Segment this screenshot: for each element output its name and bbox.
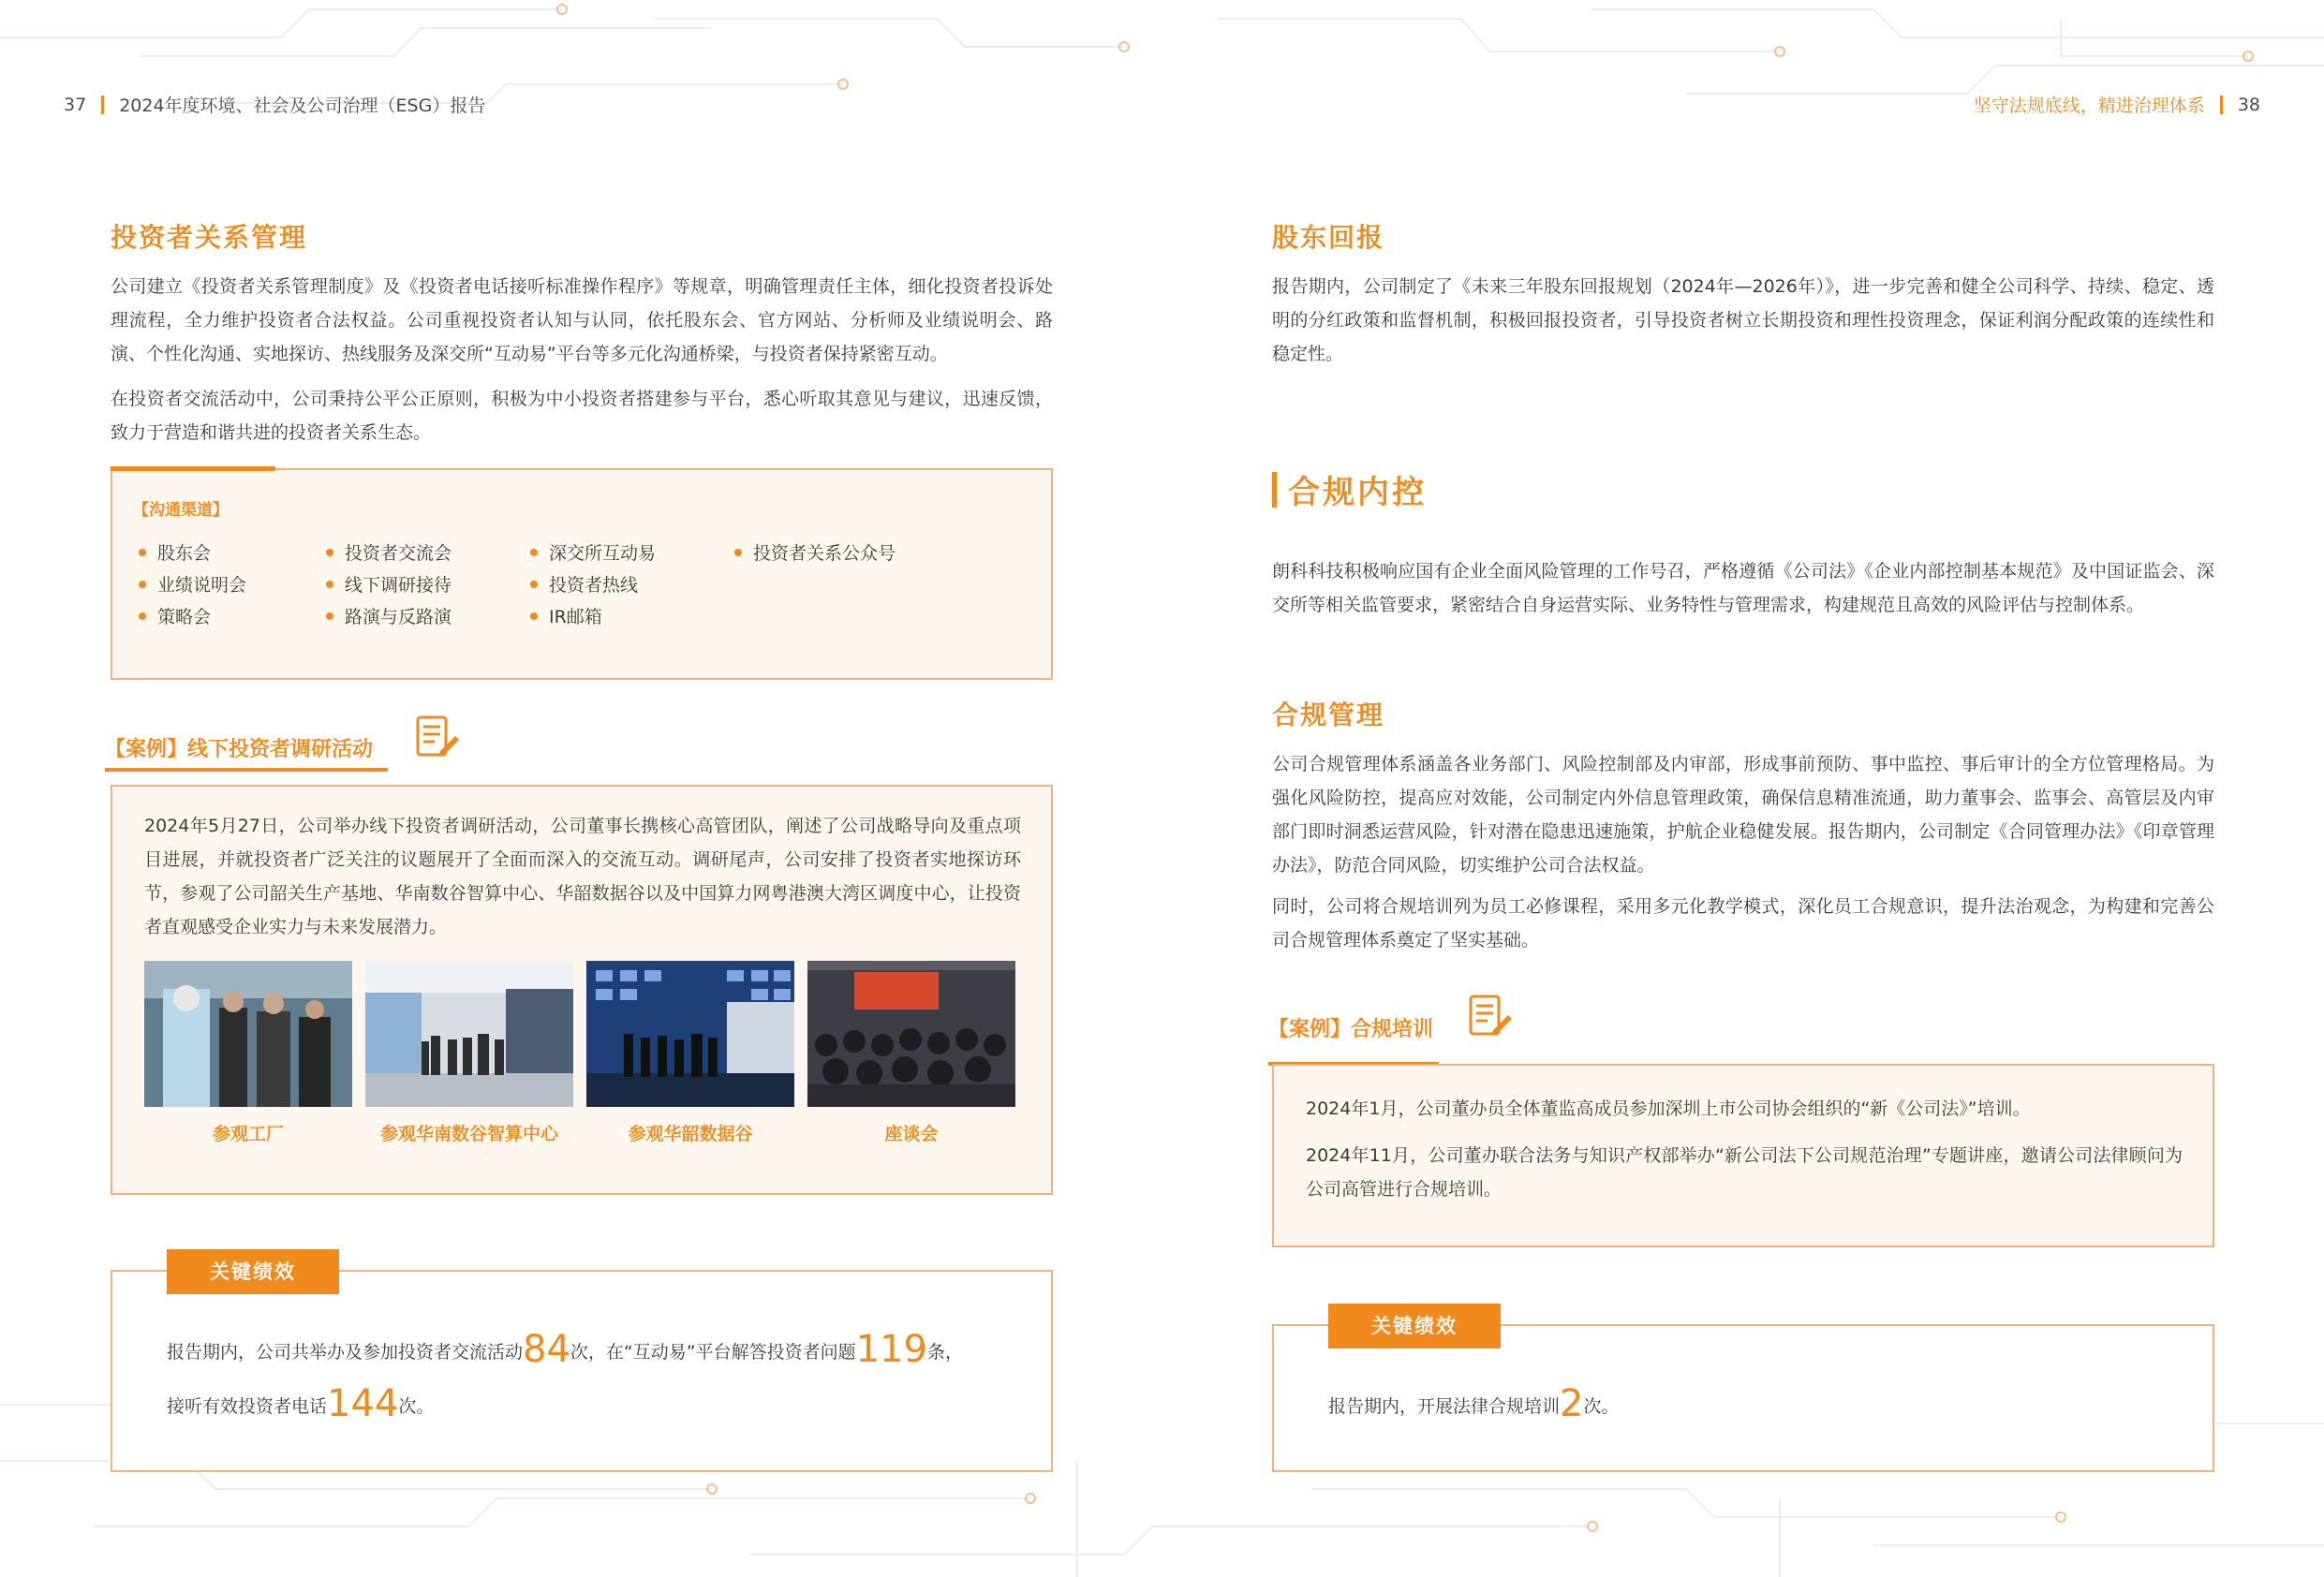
compliance-heading-text: 合规内控 — [1288, 474, 1427, 511]
channel-item: 线下调研接待 — [326, 571, 451, 597]
key-performance-label: 关键绩效 — [167, 1249, 339, 1294]
right-page-number: 38 — [2237, 94, 2260, 115]
channel-item: 路演与反路演 — [326, 603, 451, 628]
compliance-paragraph: 朗科科技积极响应国有企业全面风险管理的工作号召，严格遵循《公司法》《企业内部控制基本规范》及中国证监会、深交所等相关监管要求，紧密结合自身运营实际、业务特性与管理需求，构建规范且高效的风险评估与控制体系。 — [1272, 561, 2214, 615]
box-accent-bar — [111, 466, 275, 471]
document-edit-icon — [1465, 993, 1514, 1041]
photo-huanan-computing-center — [365, 961, 573, 1107]
report-title: 2024年度环境、社会及公司治理（ESG）报告 — [119, 96, 486, 116]
channels-title: 【沟通渠道】 — [133, 501, 229, 520]
header-divider — [101, 96, 104, 114]
compliance-management-heading: 合规管理 — [1272, 700, 1385, 730]
key-performance-box-left — [111, 1270, 1053, 1472]
channel-item: 股东会 — [139, 539, 211, 565]
compliance-heading — [1272, 466, 1427, 512]
caption-huashao-data-valley: 参观华韶数据谷 — [628, 1124, 753, 1144]
case-compliance-training-box — [1272, 1064, 2214, 1247]
channel-item: 深交所互动易 — [530, 539, 656, 565]
key-performance-label: 关键绩效 — [1328, 1304, 1501, 1349]
photo-symposium — [807, 961, 1015, 1107]
channel-item: 投资者热线 — [530, 571, 638, 597]
section-title: 坚守法规底线，精进治理体系 — [1973, 96, 2205, 116]
dividend-heading: 股东回报 — [1272, 222, 1385, 253]
compliance-management-paragraph-1: 公司合规管理体系涵盖各业务部门、风险控制部及内审部，形成事前预防、事中监控、事后审计的全方位管理格局。为强化风险防控，提高应对效能，公司制定内外信息管理政策，确保信息精准流通，助力董事会、监事会、高管层及内审部门即时洞悉运营风险，针对潜在隐患迅速施策，护航企业稳健发展。报告期内，公司制定《合同管理办法》《印章管理办法》，防范合同风险，切实维护公司合法权益。 — [1272, 754, 2214, 876]
investor-calls-count: 144 — [327, 1382, 399, 1425]
investor-relations-heading: 投资者关系管理 — [111, 222, 308, 253]
questions-answered-count: 119 — [855, 1328, 927, 1371]
left-page-number: 37 — [64, 94, 87, 115]
case-investor-survey-title: 【案例】线下投资者调研活动 — [105, 738, 374, 761]
case-compliance-training-title: 【案例】合规培训 — [1268, 1018, 1434, 1041]
investor-paragraph-1: 公司建立《投资者关系管理制度》及《投资者电话接听标准操作程序》等规章，明确管理责任主体，细化投资者投诉处理流程，全力维护投资者合法权益。公司重视投资者认知与认同，依托股东会、官方网站、分析师及业绩说明会、路演、个性化沟通、实地探访、热线服务及深交所“互动易”平台等多元化沟通桥梁，与投资者保持紧密互动。 — [111, 276, 1053, 364]
key-performance-line-2: 接听有效投资者电话144次。 — [167, 1382, 435, 1425]
caption-factory-visit: 参观工厂 — [212, 1124, 284, 1144]
channel-item: IR邮箱 — [530, 603, 602, 628]
dividend-paragraph: 报告期内，公司制定了《未来三年股东回报规划（2024年—2026年）》，进一步完善和健全公司科学、持续、稳定、透明的分红政策和监督机制，积极回报投资者，引导投资者树立长期投资和理性投资理念，保证利润分配政策的连续性和稳定性。 — [1272, 276, 2214, 364]
key-performance-compliance-line: 报告期内，开展法律合规培训2次。 — [1328, 1382, 1620, 1425]
case-investor-survey-box — [111, 785, 1053, 1195]
case-investor-survey-text: 2024年5月27日，公司举办线下投资者调研活动，公司董事长携核心高管团队，阐述了公司战略导向及重点项目进展，并就投资者广泛关注的议题展开了全面而深入的交流互动。调研尾声，公司安排了投资者实地探访环节，参观了公司韶关生产基地、华南数谷智算中心、华韶数据谷以及中国算力网粤港澳大湾区调度中心，让投资者直观感受企业实力与未来发展潜力。 — [144, 816, 1021, 937]
case-title-underline — [105, 768, 388, 772]
header-divider — [2220, 96, 2223, 114]
channel-item: 业绩说明会 — [139, 571, 246, 597]
channel-item: 投资者关系公众号 — [734, 539, 896, 565]
case-compliance-training-text-1: 2024年1月，公司董办员全体董监高成员参加深圳上市公司协会组织的“新《公司法》”培训。 — [1306, 1098, 2031, 1119]
caption-huanan-computing-center: 参观华南数谷智算中心 — [379, 1124, 558, 1144]
photo-factory-visit — [144, 961, 352, 1107]
channel-item: 投资者交流会 — [326, 539, 451, 565]
investor-activities-count: 84 — [523, 1328, 570, 1371]
document-edit-icon — [412, 714, 461, 762]
case-compliance-training-text-2: 2024年11月，公司董办联合法务与知识产权部举办“新公司法下公司规范治理”专题讲座，邀请公司法律顾问为公司高管进行合规培训。 — [1306, 1145, 2183, 1200]
channels-box — [111, 468, 1053, 680]
photo-huashao-data-valley — [586, 961, 794, 1107]
compliance-training-count: 2 — [1560, 1382, 1584, 1425]
caption-symposium: 座谈会 — [884, 1124, 939, 1144]
right-page-header — [1974, 92, 2260, 117]
left-page-header — [64, 92, 485, 117]
heading-accent-bar — [1272, 472, 1277, 508]
compliance-management-paragraph-2: 同时，公司将合规培训列为员工必修课程，采用多元化教学模式，深化员工合规意识，提升法治观念，为构建和完善公司合规管理体系奠定了坚实基础。 — [1272, 896, 2214, 951]
channel-item: 策略会 — [139, 603, 211, 628]
investor-paragraph-2: 在投资者交流活动中，公司秉持公平公正原则，积极为中小投资者搭建参与平台，悉心听取其意见与建议，迅速反馈，致力于营造和谐共进的投资者关系生态。 — [111, 389, 1053, 443]
key-performance-line-1: 报告期内，公司共举办及参加投资者交流活动84次，在“互动易”平台解答投资者问题119条， — [167, 1328, 963, 1371]
